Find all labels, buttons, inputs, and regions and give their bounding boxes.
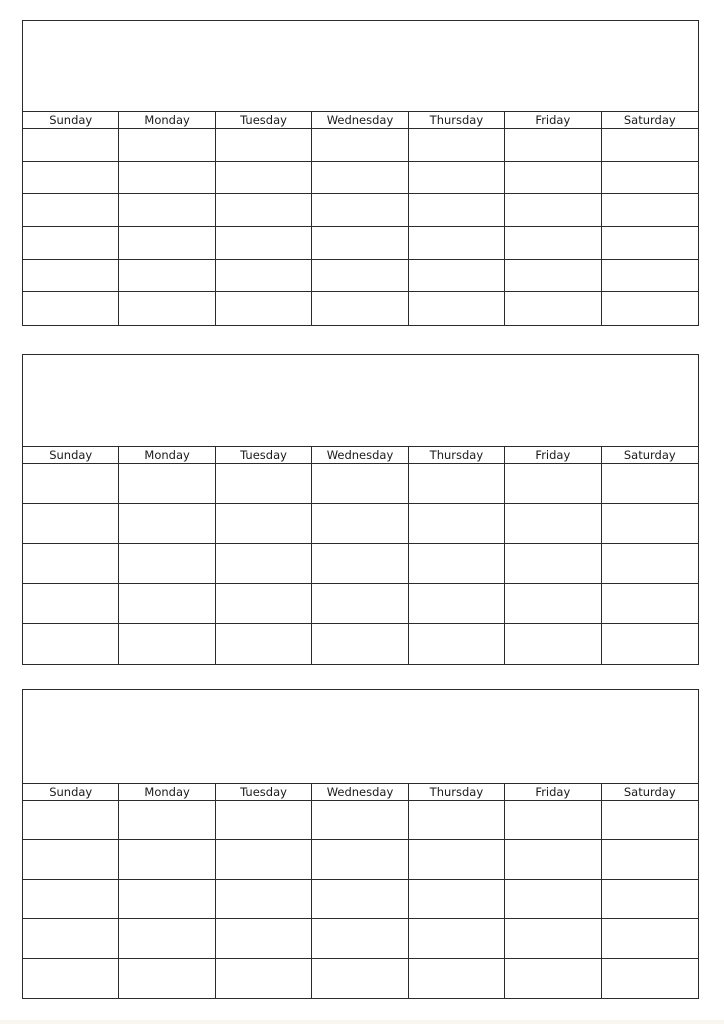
week-row [23, 162, 698, 195]
day-cell [409, 584, 505, 623]
week-grid [23, 464, 698, 664]
week-row [23, 624, 698, 664]
day-cell [505, 544, 601, 583]
weekday-thursday: Thursday [409, 784, 505, 800]
day-cell [505, 194, 601, 226]
weekday-saturday: Saturday [623, 113, 676, 127]
week-row [23, 260, 698, 293]
day-cell [119, 584, 215, 623]
calendar-month-3 [22, 689, 699, 999]
day-cell [216, 129, 312, 161]
day-cell [119, 129, 215, 161]
day-cell [119, 227, 215, 259]
day-cell [23, 880, 119, 918]
day-cell [505, 464, 601, 503]
week-row [23, 801, 698, 840]
day-cell [23, 464, 119, 503]
weekday-tuesday: Tuesday [216, 447, 312, 463]
weekday-header-row [23, 784, 698, 801]
day-cell [312, 194, 408, 226]
day-cell [23, 840, 119, 878]
weekday-header-row [23, 447, 698, 464]
day-cell [23, 584, 119, 623]
day-cell [602, 624, 698, 664]
day-cell [312, 292, 408, 325]
day-cell [409, 959, 505, 998]
day-cell [216, 292, 312, 325]
day-cell [312, 584, 408, 623]
day-cell [409, 129, 505, 161]
day-cell [119, 292, 215, 325]
day-cell [119, 194, 215, 226]
day-cell [23, 162, 119, 194]
weekday-friday: Friday [505, 447, 601, 463]
day-cell [602, 129, 698, 161]
day-cell [119, 840, 215, 878]
day-cell [312, 504, 408, 543]
day-cell [216, 504, 312, 543]
day-cell [216, 194, 312, 226]
day-cell [602, 162, 698, 194]
day-cell [409, 544, 505, 583]
day-cell [409, 880, 505, 918]
day-cell [119, 162, 215, 194]
day-cell [409, 194, 505, 226]
day-cell [312, 464, 408, 503]
day-cell [216, 584, 312, 623]
week-row [23, 840, 698, 879]
day-cell [505, 959, 601, 998]
day-cell [602, 292, 698, 325]
day-cell [312, 129, 408, 161]
weekday-monday: Monday [119, 112, 215, 128]
day-cell [119, 624, 215, 664]
day-cell [23, 801, 119, 839]
weekday-saturday: Saturday [623, 785, 676, 799]
day-cell [216, 260, 312, 292]
day-cell [602, 504, 698, 543]
week-row [23, 504, 698, 544]
week-row [23, 919, 698, 958]
day-cell [505, 880, 601, 918]
day-cell [216, 880, 312, 918]
day-cell [216, 544, 312, 583]
day-cell [312, 880, 408, 918]
day-cell [505, 227, 601, 259]
week-row [23, 544, 698, 584]
weekday-tuesday: Tuesday [216, 112, 312, 128]
day-cell [602, 959, 698, 998]
day-cell [216, 162, 312, 194]
day-cell [23, 129, 119, 161]
page-bottom-edge [0, 1020, 724, 1024]
weekday-wednesday: Wednesday [312, 112, 408, 128]
week-row [23, 880, 698, 919]
day-cell [119, 959, 215, 998]
day-cell [216, 919, 312, 957]
day-cell [505, 129, 601, 161]
day-cell [505, 584, 601, 623]
day-cell [409, 919, 505, 957]
week-row [23, 227, 698, 260]
weekday-header-row [23, 112, 698, 129]
day-cell [409, 260, 505, 292]
day-cell [312, 840, 408, 878]
month-title-area [23, 355, 698, 447]
weekday-monday: Monday [119, 784, 215, 800]
day-cell [409, 504, 505, 543]
week-row [23, 959, 698, 998]
day-cell [216, 840, 312, 878]
day-cell [23, 919, 119, 957]
day-cell [409, 840, 505, 878]
day-cell [216, 464, 312, 503]
day-cell [505, 162, 601, 194]
day-cell [312, 801, 408, 839]
day-cell [602, 260, 698, 292]
day-cell [409, 624, 505, 664]
day-cell [23, 544, 119, 583]
day-cell [23, 504, 119, 543]
day-cell [312, 919, 408, 957]
day-cell [23, 959, 119, 998]
day-cell [602, 919, 698, 957]
day-cell [602, 801, 698, 839]
day-cell [312, 162, 408, 194]
week-row [23, 464, 698, 504]
month-title-area [23, 690, 698, 784]
weekday-sunday: Sunday [23, 112, 119, 128]
day-cell [312, 260, 408, 292]
day-cell [602, 194, 698, 226]
day-cell [23, 260, 119, 292]
day-cell [216, 801, 312, 839]
week-grid [23, 801, 698, 998]
day-cell [602, 227, 698, 259]
day-cell [312, 624, 408, 664]
day-cell [602, 584, 698, 623]
day-cell [216, 624, 312, 664]
week-row [23, 129, 698, 162]
day-cell [409, 801, 505, 839]
day-cell [119, 801, 215, 839]
weekday-monday: Monday [119, 447, 215, 463]
day-cell [23, 227, 119, 259]
day-cell [312, 959, 408, 998]
day-cell [505, 801, 601, 839]
week-grid [23, 129, 698, 325]
day-cell [216, 959, 312, 998]
day-cell [119, 544, 215, 583]
day-cell [23, 194, 119, 226]
day-cell [119, 919, 215, 957]
day-cell [409, 227, 505, 259]
day-cell [119, 880, 215, 918]
day-cell [409, 464, 505, 503]
weekday-thursday: Thursday [409, 112, 505, 128]
day-cell [216, 227, 312, 259]
day-cell [312, 544, 408, 583]
day-cell [119, 464, 215, 503]
day-cell [602, 544, 698, 583]
day-cell [119, 260, 215, 292]
week-row [23, 194, 698, 227]
calendar-month-2 [22, 354, 699, 665]
day-cell [312, 227, 408, 259]
day-cell [23, 624, 119, 664]
day-cell [505, 292, 601, 325]
day-cell [409, 162, 505, 194]
weekday-saturday: Saturday [623, 448, 676, 462]
weekday-wednesday: Wednesday [312, 784, 408, 800]
week-row [23, 292, 698, 325]
calendar-month-1 [22, 20, 699, 326]
day-cell [505, 840, 601, 878]
day-cell [409, 292, 505, 325]
day-cell [602, 464, 698, 503]
day-cell [602, 840, 698, 878]
day-cell [505, 624, 601, 664]
weekday-sunday: Sunday [23, 447, 119, 463]
month-title-area [23, 21, 698, 112]
weekday-wednesday: Wednesday [312, 447, 408, 463]
day-cell [505, 504, 601, 543]
day-cell [119, 504, 215, 543]
week-row [23, 584, 698, 624]
weekday-tuesday: Tuesday [216, 784, 312, 800]
weekday-friday: Friday [505, 112, 601, 128]
weekday-sunday: Sunday [23, 784, 119, 800]
day-cell [505, 919, 601, 957]
weekday-thursday: Thursday [409, 447, 505, 463]
day-cell [602, 880, 698, 918]
weekday-friday: Friday [505, 784, 601, 800]
day-cell [505, 260, 601, 292]
day-cell [23, 292, 119, 325]
